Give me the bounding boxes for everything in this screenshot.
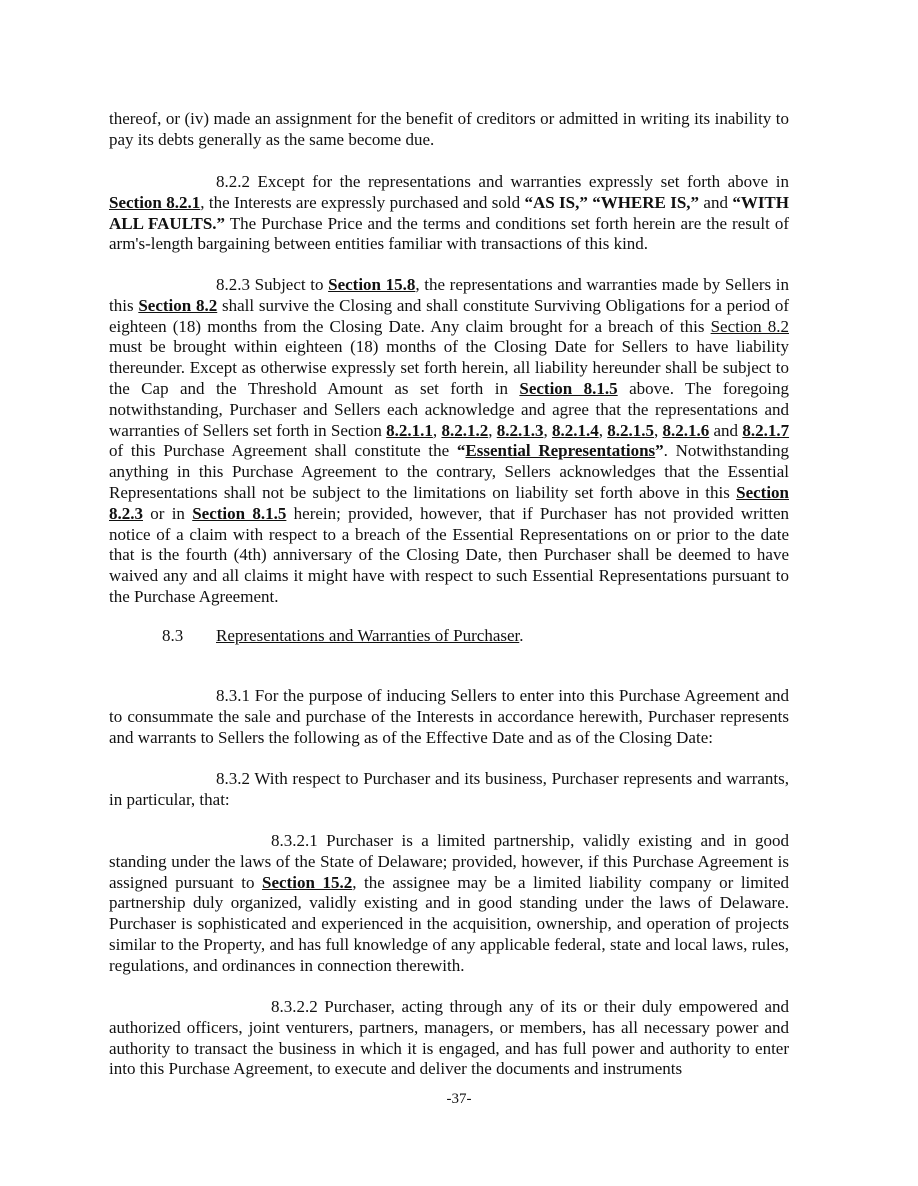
section-reference: 8.2.1.4	[551, 420, 599, 440]
section-reference: Section 15.8	[328, 275, 416, 294]
paragraph-8-2-3: 8.2.3 Subject to Section 15.8, the representations and warranties made by Sellers in this Section 8.2 shall survive the Closing and shall constitute Surviving Obligations for a period of eighteen (18) months from the Closing Date. Any claim brought for a breach of this Section 8.2 must be brought within eighteen (18) months of the Closing Date for Sellers to have liability thereunder. Except as otherwise expressly set forth herein, all liability hereunder shall be subject to the Cap and the Threshold Amount as set forth in Section 8.1.5 above. The foregoing notwithstanding, Purchaser and Sellers each acknowledge and agree that the representations and warranties of Sellers set forth in Section 8.2.1.1, 8.2.1.2, 8.2.1.3, 8.2.1.4, 8.2.1.5, 8.2.1.6 and 8.2.1.7 of this Purchase Agreement shall constitute the “Essential Representations”. Notwithstanding anything in this Purchase Agreement to the contrary, Sellers acknowledges that the Essential Representations shall not be subject to the limitations on liability set forth above in this Section 8.2.3 or in Section 8.1.5 herein; provided, however, that if Purchaser has not provided written notice of a claim with respect to a breach of the Essential Representations on or prior to the date that is the fourth (4th) anniversary of the Closing Date, then Purchaser shall be deemed to have waived any and all claims it might have with respect to such Essential Representations pursuant to the Purchase Agreement.	[109, 275, 790, 606]
section-reference: 8.2.1.5	[607, 420, 654, 440]
paragraph-continuation: thereof, or (iv) made an assignment for the benefit of creditors or admitted in writing its inability to pay its debts generally as the same become due.	[109, 109, 789, 149]
section-reference: Section 8.2.1	[109, 192, 201, 212]
section-reference: 8.2.1.1	[386, 420, 433, 440]
section-reference: Section 8.2	[710, 316, 789, 336]
section-heading-8-3: 8.3 Representations and Warranties of Purchaser.	[162, 626, 524, 645]
paragraph-8-3-2-2: 8.3.2.2 Purchaser, acting through any of its or their duly empowered and authorized officers, joint venturers, partners, managers, or members, has all necessary power and authority to transact the business in which it is engaged, and has full power and authority to enter into this Purchase Agreement, to execute and deliver the documents and instruments	[109, 997, 789, 1079]
page-number: -37-	[446, 1091, 472, 1107]
section-number: 8.3	[162, 626, 184, 645]
section-reference: Section 15.2	[262, 872, 353, 892]
defined-term: Essential Representations	[465, 441, 656, 461]
paragraph-8-3-2-1: 8.3.2.1 Purchaser is a limited partnership, validly existing and in good standing under the laws of the State of Delaware; provided, however, if this Purchase Agreement is assigned pursuant to Section 15.2, the assignee may be a limited liability company or limited partnership duly organized, validly existing and in good standing under the laws of Delaware. Purchaser is sophisticated and experienced in the acquisition, ownership, and operation of projects similar to the Property, and has full knowledge of any applicable federal, state and local laws, rules, regulations, and ordinances in connection therewith.	[109, 831, 789, 975]
section-reference: 8.2.1.7	[742, 420, 790, 440]
section-reference: 8.2.1.3	[496, 420, 544, 440]
paragraph-8-3-2: 8.3.2 With respect to Purchaser and its business, Purchaser represents and warrants, in particular, that:	[109, 769, 789, 809]
section-reference: Section 8.1.5	[519, 378, 618, 398]
section-reference: 8.2.1.2	[441, 420, 489, 440]
section-title: Representations and Warranties of Purchaser	[216, 626, 520, 645]
paragraph-8-3-1: 8.3.1 For the purpose of inducing Sellers to enter into this Purchase Agreement and to consummate the sale and purchase of the Interests in accordance herewith, Purchaser represents and warrants to Sellers the following as of the Effective Date and as of the Closing Date:	[109, 686, 789, 747]
section-reference: 8.2.1.6	[662, 420, 710, 440]
paragraph-8-2-2: 8.2.2 Except for the representations and warranties expressly set forth above in Section 8.2.1, the Interests are expressly purchased and sold “AS IS,” “WHERE IS,” and “WITH ALL FAULTS.” The Purchase Price and the terms and conditions set forth herein are the result of arm's-length bargaining between entities familiar with transactions of this kind.	[109, 172, 789, 254]
section-reference: Section 8.2	[138, 295, 218, 315]
section-reference: Section 8.1.5	[192, 503, 287, 523]
section-reference: Section 8.2.3	[109, 482, 789, 523]
